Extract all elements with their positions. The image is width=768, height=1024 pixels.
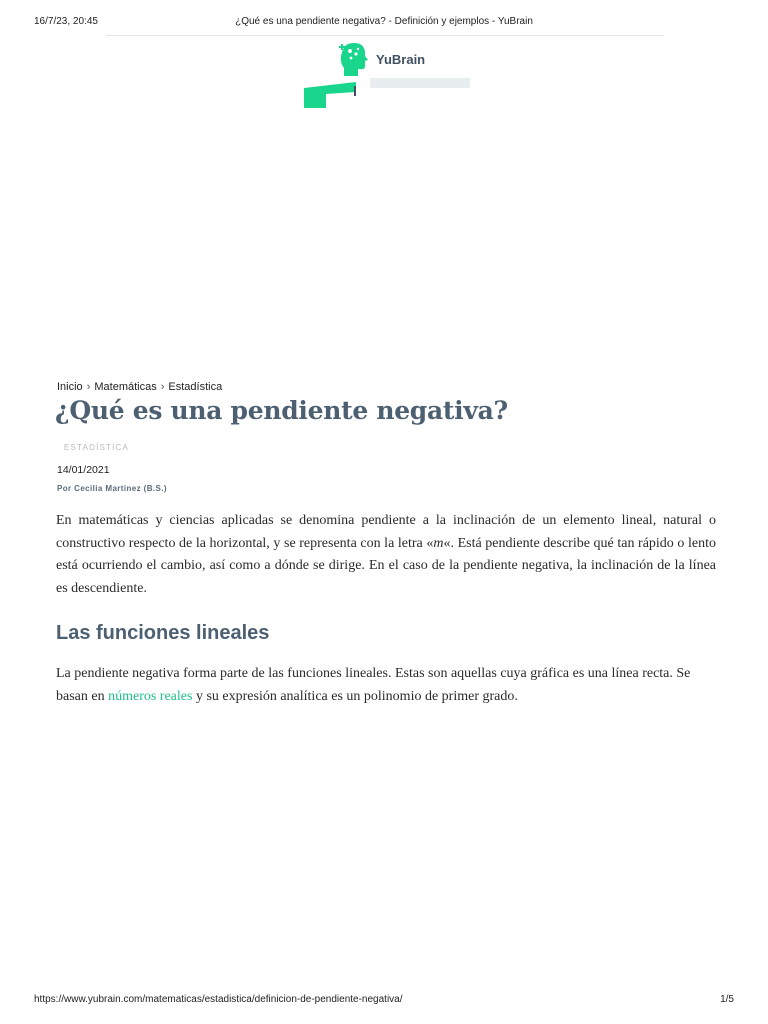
print-timestamp: 16/7/23, 20:45 xyxy=(34,16,98,27)
slope-variable: m xyxy=(433,535,444,551)
post-date: 14/01/2021 xyxy=(57,464,110,476)
page-title: ¿Qué es una pendiente negativa? xyxy=(55,396,508,425)
real-numbers-link[interactable]: números reales xyxy=(108,688,193,704)
intro-text-part1: En matemáticas y ciencias aplicadas se denomina pendiente a la inclinación de un elemento lineal, natural o constructivo respecto de la horizontal, y se representa con la letra « xyxy=(56,513,716,551)
intro-text-part2: «. Está pendiente describe qué tan rápido o lento está ocurriendo el cambio, así como a dónde se dirige. En el caso de la pendiente negativa, la inclinación de la línea es descendiente. xyxy=(56,535,716,596)
breadcrumb-separator: › xyxy=(160,381,165,393)
print-url: https://www.yubrain.com/matematicas/estadistica/definicion-de-pendiente-negativa/ xyxy=(34,994,403,1005)
paragraph-text-part2: y su expresión analítica es un polinomio de primer grado. xyxy=(192,688,518,704)
brand-name: YuBrain xyxy=(376,52,426,67)
breadcrumb-matematicas[interactable]: Matemáticas xyxy=(94,381,157,393)
print-footer xyxy=(34,994,734,1008)
breadcrumb xyxy=(57,381,222,393)
author-byline[interactable]: Por Cecilia Martinez (B.S.) xyxy=(57,484,167,493)
paragraph-text-part1: La pendiente negativa forma parte de las funciones lineales. Estas son aquellas cuya gráfica es una línea recta. Se basan en xyxy=(56,666,691,704)
print-document-title: ¿Qué es una pendiente negativa? - Definición y ejemplos - YuBrain xyxy=(235,16,533,27)
page-number: 1/5 xyxy=(720,994,734,1005)
header-divider xyxy=(106,35,664,36)
print-header xyxy=(34,16,734,30)
breadcrumb-separator: › xyxy=(86,381,91,393)
intro-paragraph xyxy=(56,510,716,600)
breadcrumb-home[interactable]: Inicio xyxy=(57,381,83,393)
section-heading: Las funciones lineales xyxy=(56,622,270,644)
site-logo[interactable] xyxy=(334,42,444,76)
brain-head-icon xyxy=(334,42,374,76)
breadcrumb-estadistica[interactable]: Estadística xyxy=(168,381,223,393)
ghost-logo-artifact xyxy=(300,78,480,108)
category-tag[interactable]: ESTADÍSTICA xyxy=(64,443,130,452)
linear-functions-paragraph xyxy=(56,663,716,708)
